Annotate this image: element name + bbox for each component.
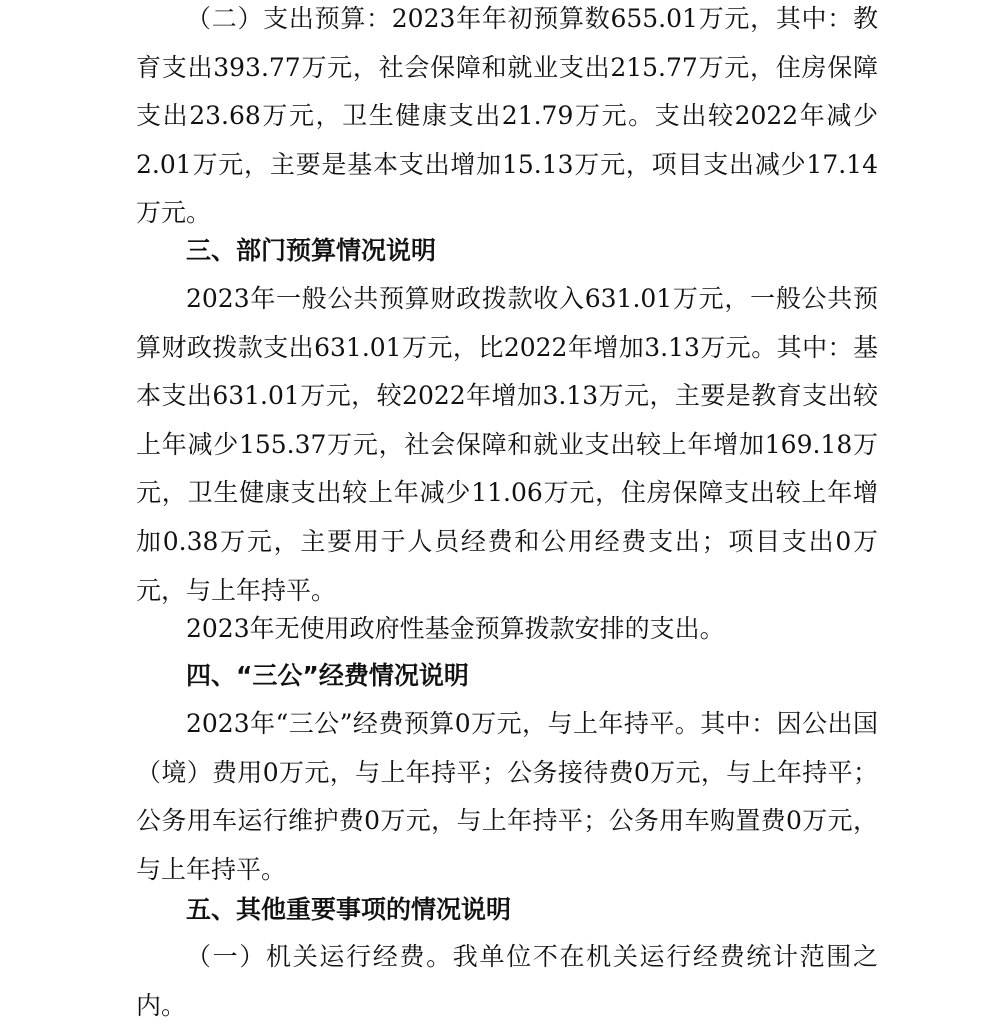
section-five-heading: 五、其他重要事项的情况说明 <box>186 895 512 924</box>
three-public-expenses-paragraph: 2023年“三公”经费预算0万元，与上年持平。其中：因公出国（境）费用0万元，与上年持平；公务接待费0万元，与上年持平；公务用车运行维护费0万元，与上年持平；公务用车购置费0万元，与上年持平。 <box>136 709 878 884</box>
department-budget-paragraph: 2023年一般公共预算财政拨款收入631.01万元，一般公共预算财政拨款支出631.01万元，比2022年增加3.13万元。其中：基本支出631.01万元，较2022年增加3.13万元，主要是教育支出较上年减少155.37万元，社会保障和就业支出较上年增加169.18万元，卫生健康支出较上年减少11.06万元，住房保障支出较上年增加0.38万元，主要用于人员经费和公用经费支出；项目支出0万元，与上年持平。 <box>136 284 878 605</box>
expenditure-budget-paragraph: （二）支出预算：2023年年初预算数655.01万元，其中：教育支出393.77万元，社会保障和就业支出215.77万元，住房保障支出23.68万元，卫生健康支出21.79万元。支出较2022年减少2.01万元，主要是基本支出增加15.13万元，项目支出减少17.14万元。 <box>136 4 878 228</box>
section-three-heading: 三、部门预算情况说明 <box>186 236 437 265</box>
government-fund-paragraph: 2023年无使用政府性基金预算拨款安排的支出。 <box>186 614 725 643</box>
agency-operation-expense-paragraph: （一）机关运行经费。我单位不在机关运行经费统计范围之内。 <box>136 942 878 1020</box>
section-four-heading: 四、“三公”经费情况说明 <box>186 661 469 690</box>
